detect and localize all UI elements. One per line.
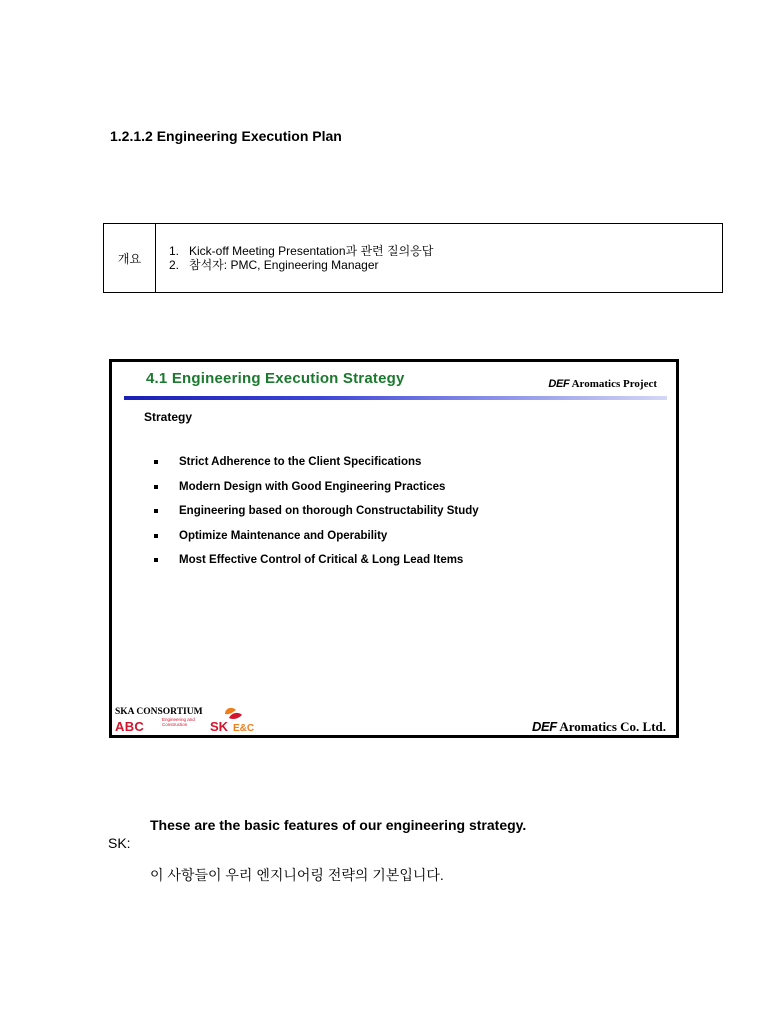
overview-table — [103, 223, 723, 293]
sk-logo: SK — [210, 719, 229, 734]
overview-item-text: 참석자: PMC, Engineering Manager — [189, 258, 379, 272]
section-heading: 1.2.1.2 Engineering Execution Plan — [110, 128, 342, 144]
square-bullet-icon — [154, 485, 158, 489]
overview-body — [156, 224, 722, 292]
consortium-label: SKA CONSORTIUM — [115, 707, 203, 717]
sk-ec-logo: E&C — [233, 723, 255, 734]
bullet-text: Most Effective Control of Critical & Long Lead Items — [179, 554, 464, 567]
square-bullet-icon — [154, 558, 158, 562]
project-name-rest: Aromatics Project — [571, 378, 657, 390]
bullet-item — [154, 475, 479, 500]
company-name-rest: Aromatics Co. Ltd. — [559, 719, 666, 734]
bullet-text: Strict Adherence to the Client Specifications — [179, 456, 422, 469]
square-bullet-icon — [154, 509, 158, 513]
bullet-item — [154, 548, 479, 573]
overview-item-number: 2. — [169, 258, 180, 272]
slide-title: 4.1 Engineering Execution Strategy — [146, 370, 405, 387]
project-brand: DEF — [548, 378, 570, 390]
strategy-bullet-list — [154, 450, 479, 573]
korean-note: 이 사항들이 우리 엔지니어링 전략의 기본입니다. — [150, 867, 444, 883]
square-bullet-icon — [154, 460, 158, 464]
square-bullet-icon — [154, 534, 158, 538]
slide-project-name — [548, 378, 657, 390]
title-underline-bar — [124, 396, 667, 400]
abc-subtext: Engineering and Construction — [162, 717, 195, 727]
bullet-item — [154, 499, 479, 524]
overview-label: 개요 — [104, 224, 156, 292]
overview-item-text: Kick-off Meeting Presentation과 관련 질의응답 — [189, 244, 434, 258]
english-note: These are the basic features of our engineering strategy. — [150, 817, 527, 833]
overview-item — [169, 258, 722, 272]
bullet-item — [154, 450, 479, 475]
bullet-text: Engineering based on thorough Constructability Study — [179, 505, 479, 518]
abc-logo: ABC — [115, 719, 145, 734]
bullet-text: Modern Design with Good Engineering Practices — [179, 480, 446, 493]
bullet-item — [154, 524, 479, 549]
speaker-label: SK: — [108, 835, 131, 851]
company-brand: DEF — [532, 719, 557, 734]
bullet-text: Optimize Maintenance and Operability — [179, 529, 388, 542]
abc-logo-subtext — [162, 717, 202, 727]
overview-item — [169, 244, 722, 258]
presentation-slide — [109, 359, 679, 738]
slide-subtitle: Strategy — [144, 410, 193, 424]
footer-company-name — [532, 719, 666, 735]
overview-item-number: 1. — [169, 244, 180, 258]
